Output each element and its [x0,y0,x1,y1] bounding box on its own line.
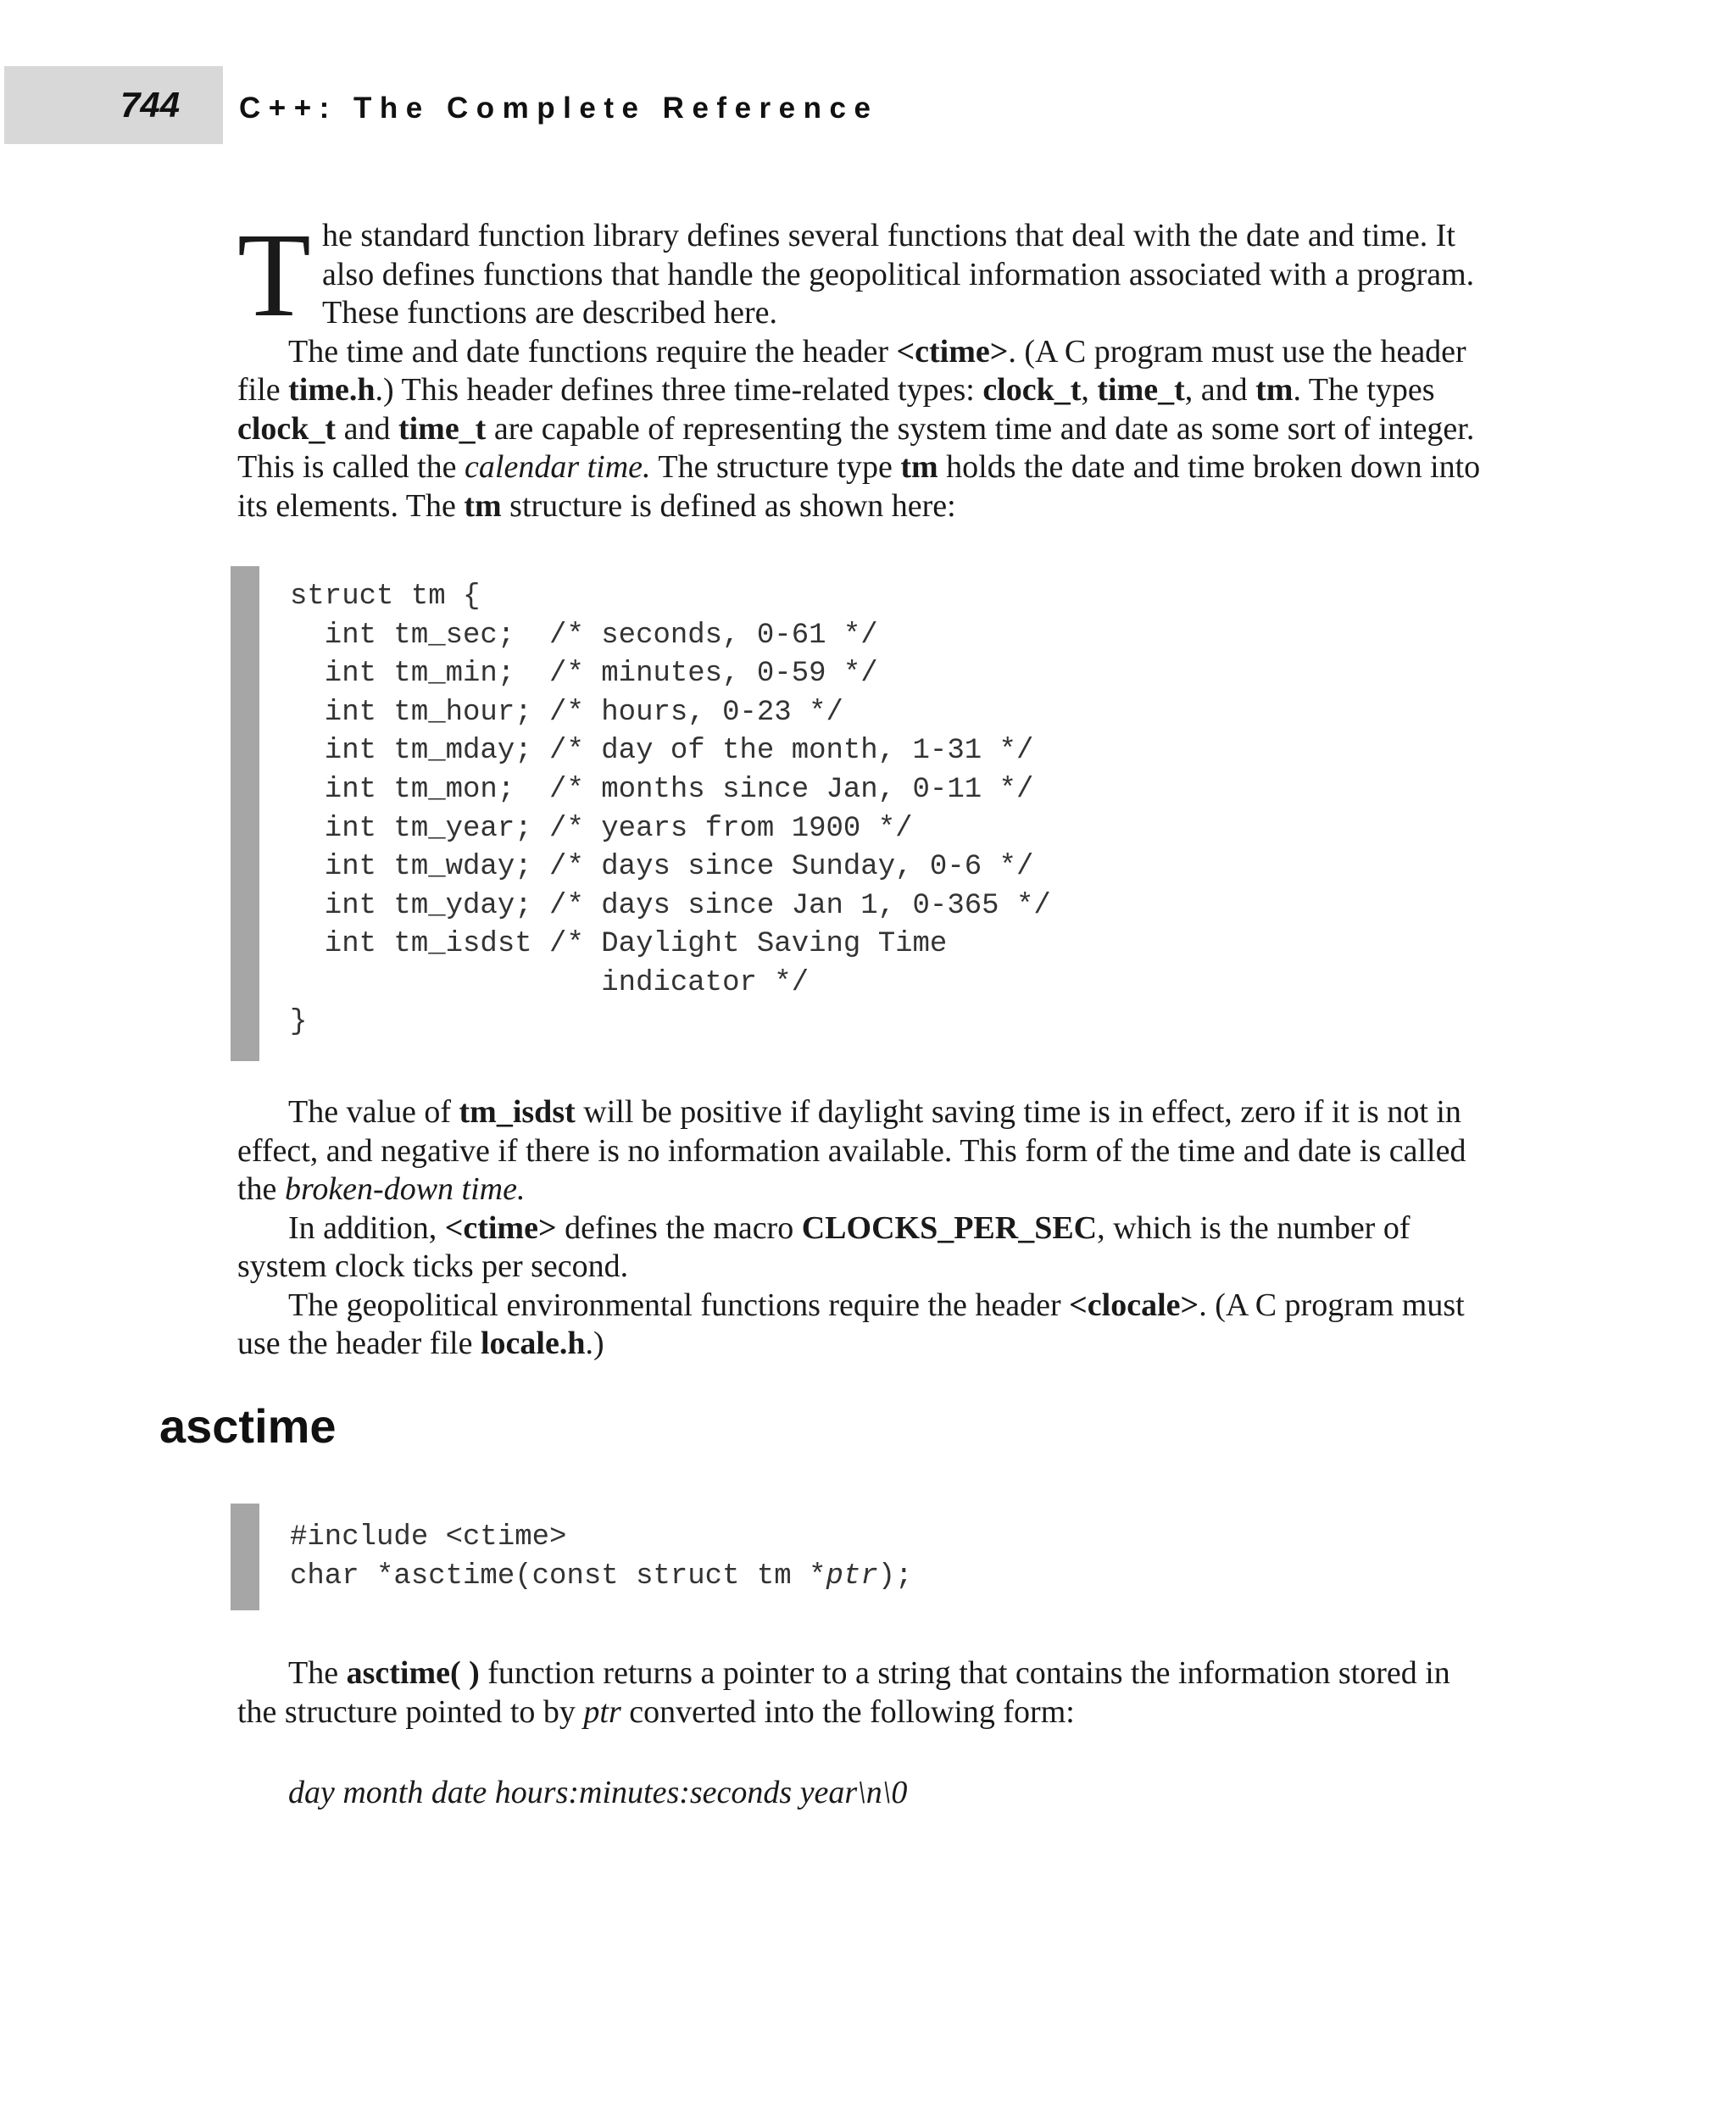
asctime-description [237,1654,1492,1732]
paragraph-tm-isdst [237,1093,1492,1209]
code-param: ptr [826,1559,878,1593]
text-run: , and [1184,372,1256,408]
code-term: asctime( ) [346,1655,480,1691]
text-run: and [336,410,398,447]
code-line: char *asctime(const struct tm * [290,1559,826,1593]
param-emphasis: ptr [583,1693,621,1730]
code-term: time_t [398,410,487,447]
running-head: C++: The Complete Reference [239,92,879,125]
code-term: time_t [1097,372,1185,408]
intro-text: he standard function library defines several functions that deal with the date and time. It also defines functions that handle the geopolitical information associated with a program. These functions are described here. [322,218,1475,331]
code-term: tm [464,487,502,524]
struct-tm-code-block [231,566,1248,1061]
text-run: holds the date and time broken down into its elements. The [237,449,1481,524]
code-term: tm [900,449,938,485]
text-run: . (A C program must use the header file [237,1287,1465,1361]
paragraph-asctime [237,1654,1492,1732]
code-term: clock_t [237,410,337,447]
text-run: structure is defined as shown here: [501,487,956,524]
text-run: The time and date functions require the header [288,333,897,370]
term-emphasis: calendar time. [465,449,651,485]
code-term: CLOCKS_PER_SEC [801,1209,1098,1246]
page-number-text: 744 [120,85,181,125]
code-term: tm_isdst [459,1094,576,1130]
struct-tm-code: struct tm { int tm_sec; /* seconds, 0-61 */ int tm_min; /* minutes, 0-59 */ int tm_hour; /* hours, 0-23 */ int tm_mday; /* day of the month, 1-31 */ int tm_mon; /* months since Jan, 0-11 */ int tm_year; /* years from 1900 */ int tm_wday; /* days since Sunday, 0-6 */ int tm_yday; /* days since Jan 1, 0-365 */ int tm_isdst /* Daylight Saving Time indicator */ } [290,581,1051,1038]
text-run: The [288,1655,347,1691]
text-run: function returns a pointer to a string that contains the information stored in the structure pointed to by [237,1655,1450,1730]
asctime-format-line: day month date hours:minutes:seconds year\n\0 [288,1775,908,1810]
asctime-prototype-code [259,1519,1248,1596]
text-run: The structure type [650,449,901,485]
code-term: locale.h [480,1326,586,1361]
text-run: will be positive if daylight saving time is in effect, zero if it is not in effect, and negative if there is no information available. This form of the time and date is called the [237,1094,1466,1207]
intro-paragraph-1 [237,208,1492,342]
text-run: . (A C program must use the header file [237,333,1466,408]
code-line: ); [877,1559,913,1593]
asctime-prototype-code-block [231,1504,1248,1610]
text-run: are capable of representing the system time and date as some sort of integer. This is called the [237,410,1475,485]
term-emphasis: broken-down time. [284,1171,526,1207]
section-heading-asctime: asctime [159,1399,337,1453]
page-number-tab [4,66,223,144]
text-run: The geopolitical environmental functions require the header [288,1287,1070,1323]
text-run: , [1081,372,1098,408]
text-run: The value of [288,1094,459,1130]
paragraph-clocks-per-sec [237,1209,1492,1287]
text-run: .) [585,1326,604,1361]
code-term: time.h [288,372,376,408]
paragraph-clocale [237,1287,1492,1364]
intro-paragraph-2 [237,333,1492,526]
drop-cap: T [237,208,311,342]
text-run: .) This header defines three time-related types: [375,372,983,408]
code-term: tm [1255,372,1294,408]
text-run: . The types [1293,372,1435,408]
text-run: , which is the number of system clock ticks per second. [237,1209,1410,1284]
text-run: defines the macro [556,1209,802,1246]
intro-section [237,208,1492,525]
after-struct-section [237,1093,1492,1364]
code-term: <ctime> [896,333,1009,370]
code-term: <ctime> [444,1209,557,1246]
code-line: #include <ctime> [290,1521,567,1554]
text-run: In addition, [288,1209,445,1246]
code-term: <clocale> [1069,1287,1199,1323]
text-run: converted into the following form: [620,1693,1075,1730]
code-term: clock_t [982,372,1082,408]
